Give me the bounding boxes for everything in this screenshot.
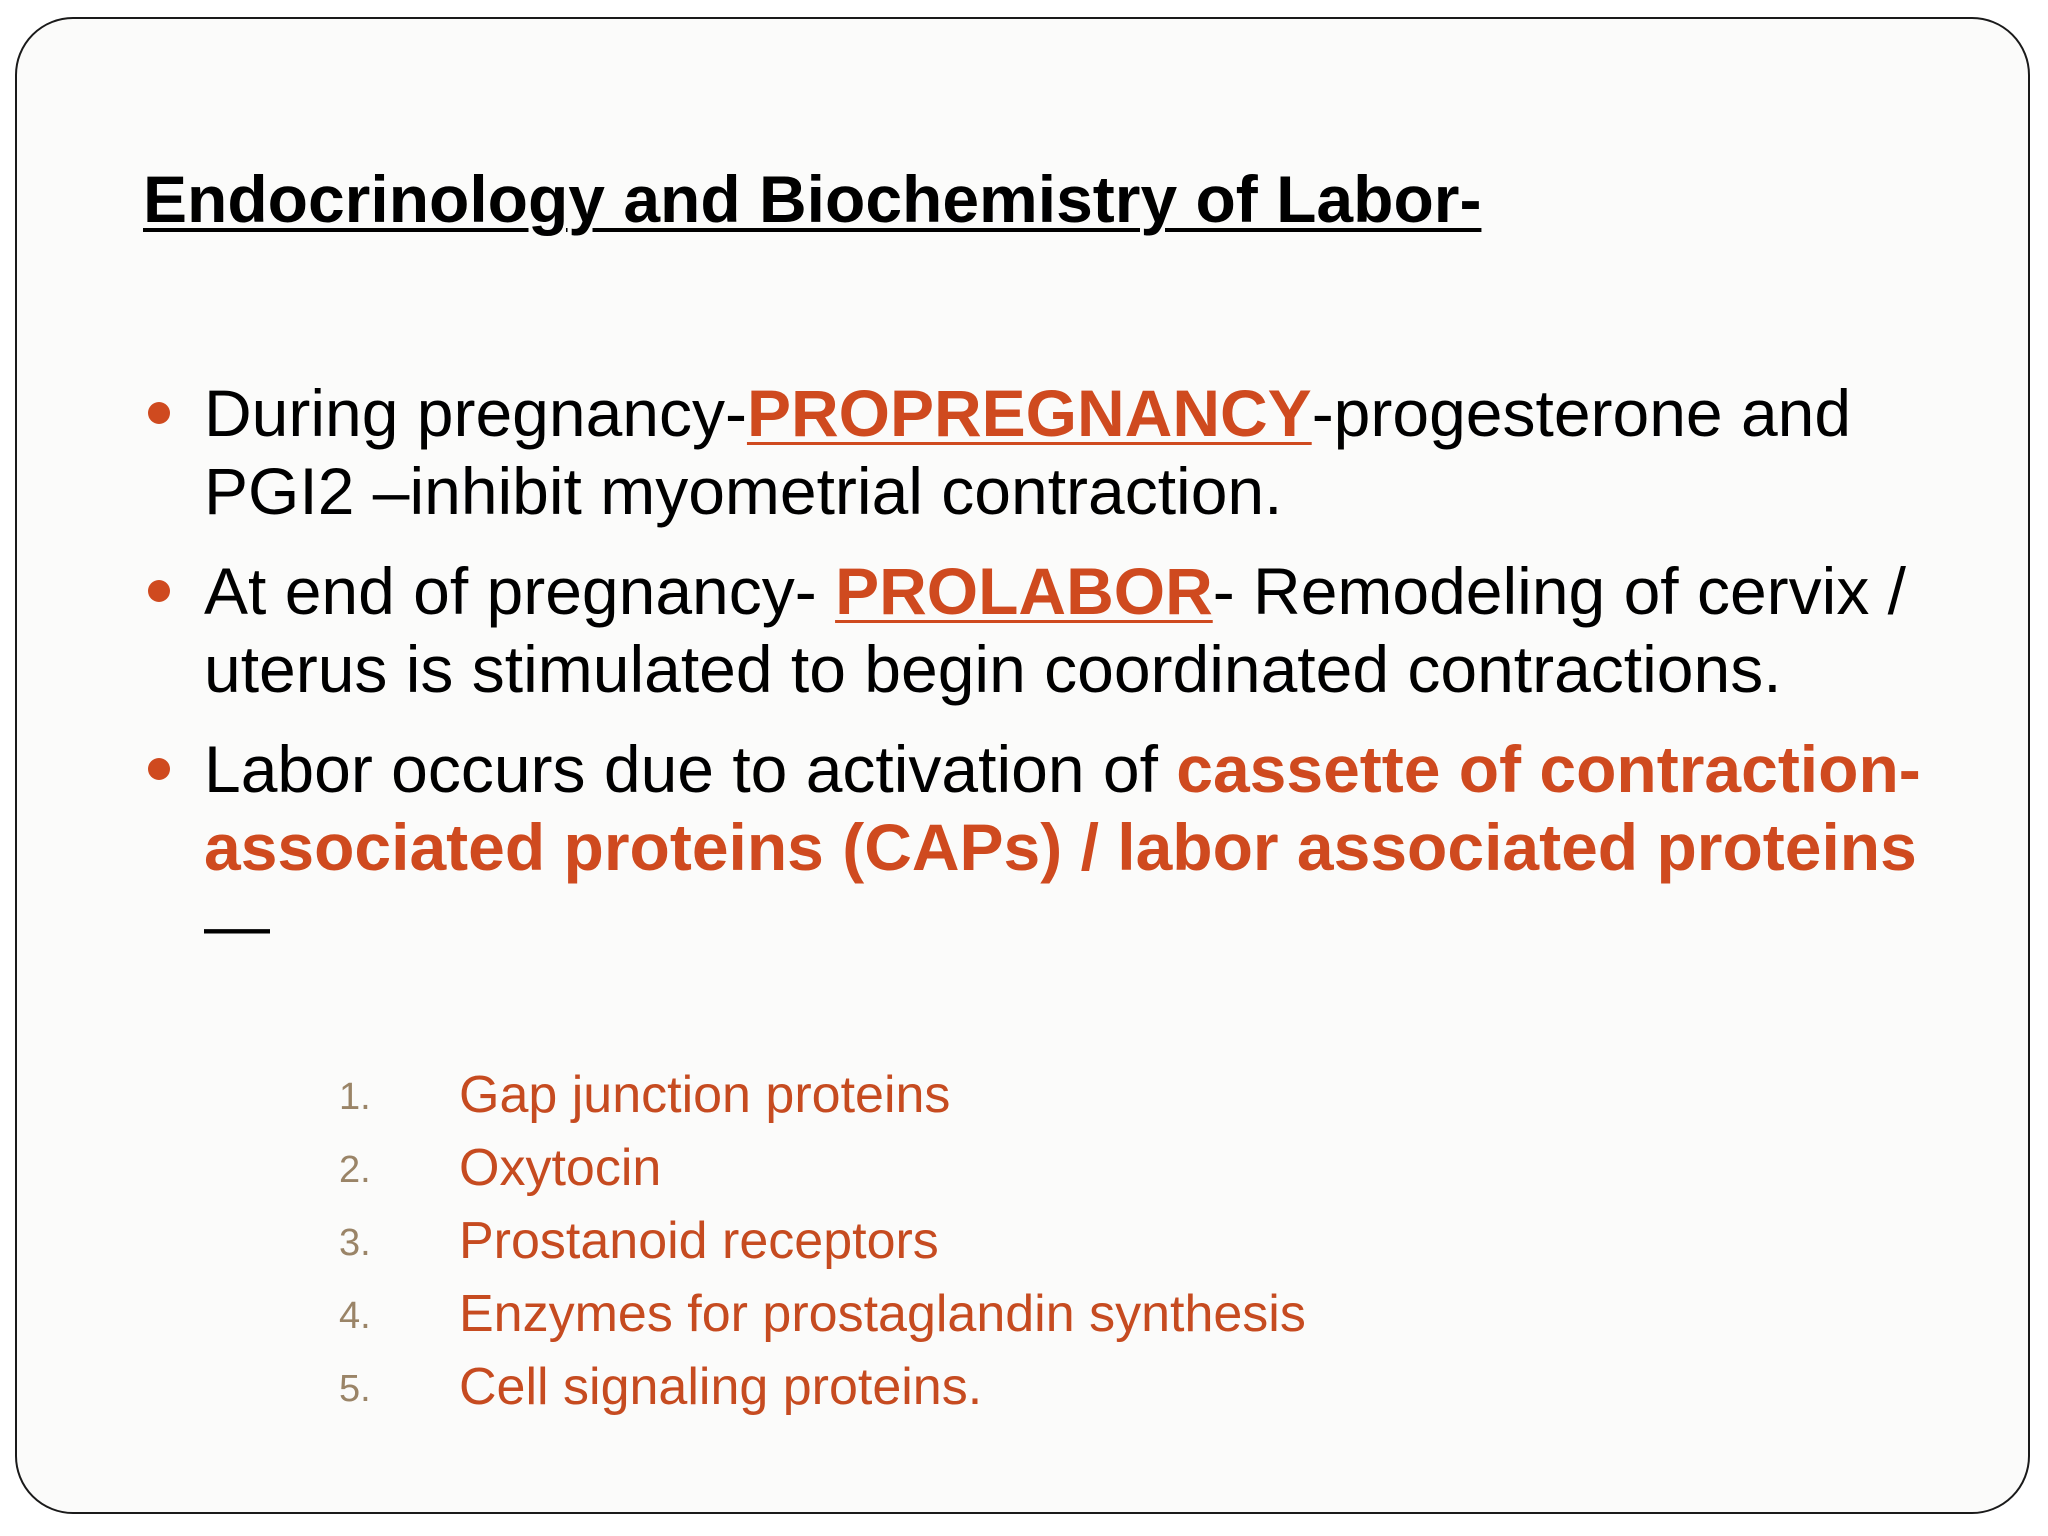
item-text: Enzymes for prostaglandin synthesis	[459, 1285, 1306, 1343]
bullet-text-pre: Labor occurs due to activation of	[204, 732, 1177, 806]
bullet-text-post: - Remodeling of cervix / uterus is stimulated to begin coordinated contractions.	[204, 554, 1906, 706]
item-number: 3.	[339, 1222, 371, 1264]
bullet-dot-icon	[148, 402, 170, 424]
bullet-item	[143, 374, 1943, 530]
bullet-text-post: —	[204, 888, 270, 962]
bullet-item	[143, 730, 1943, 964]
bullet-text-post: -progesterone and PGI2 –inhibit myometrial contraction.	[204, 376, 1852, 528]
item-text: Prostanoid receptors	[459, 1212, 939, 1270]
bullet-dot-icon	[148, 758, 170, 780]
bullet-highlight: PROLABOR	[835, 554, 1213, 628]
item-number: 5.	[339, 1368, 371, 1410]
slide	[15, 17, 2030, 1514]
item-number: 2.	[339, 1149, 371, 1191]
item-text: Cell signaling proteins.	[459, 1358, 983, 1416]
item-number: 4.	[339, 1295, 371, 1337]
bullet-highlight: cassette of contraction-associated proteins (CAPs) / labor associated proteins	[204, 732, 1921, 884]
bullet-text-pre: At end of pregnancy-	[204, 554, 836, 628]
bullet-list	[143, 374, 1943, 986]
bullet-dot-icon	[148, 580, 170, 602]
bullet-highlight: PROPREGNANCY	[746, 376, 1312, 450]
bullet-item	[143, 552, 1943, 708]
item-number: 1.	[339, 1076, 371, 1118]
slide-title: Endocrinology and Biochemistry of Labor-	[143, 162, 1482, 236]
item-text: Gap junction proteins	[459, 1066, 951, 1124]
bullet-text-pre: During pregnancy-	[204, 376, 747, 450]
item-text: Oxytocin	[459, 1139, 662, 1197]
